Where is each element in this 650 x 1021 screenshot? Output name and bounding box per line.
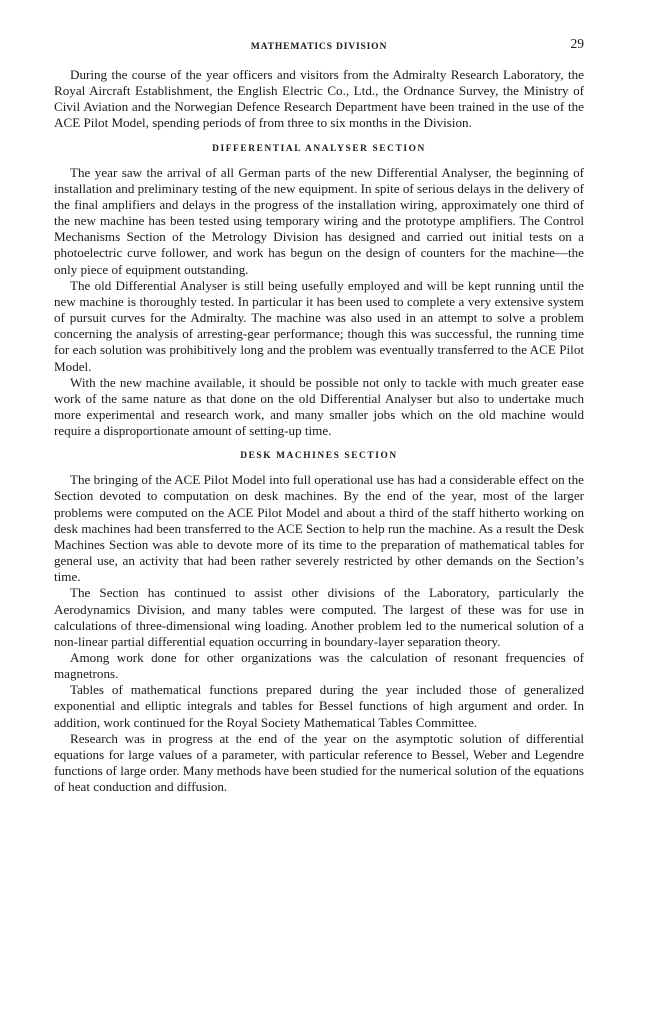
running-title: MATHEMATICS DIVISION [250,41,388,52]
intro-section [54,67,584,132]
document-page [54,36,584,795]
paragraph: Among work done for other organizations was the calculation of resonant frequencies of magnetrons. [54,650,584,682]
paragraph: With the new machine available, it should be possible not only to tackle with much greater ease work of the same nature as that done on the old Differential Analyser but also to undertake much more experimental and research work, and many smaller jobs which on the old machine would require a disproportionate amount of setting-up time. [54,374,584,439]
paragraph: During the course of the year officers and visitors from the Admiralty Research Laboratory, the Royal Aircraft Establishment, the English Electric Co., Ltd., the Ordnance Survey, the Ministry of Civil Aviation and the Norwegian Defence Research Department have been trained in the use of the ACE Pilot Model, spending periods of from three to six months in the Division. [54,67,584,131]
paragraph: The Section has continued to assist other divisions of the Laboratory, particularly the Aerodynamics Division, and many tables were computed. The largest of these was for use in calculations of three-dimensional wing loading. Another problem led to the numerical solution of a non-linear partial differential equation occurring in boundary-layer separation theory. [54,585,584,649]
section-heading: DESK MACHINES SECTION [240,451,398,462]
desk-machines-section [54,450,584,795]
paragraph: The old Differential Analyser is still being usefully employed and will be kept running until the new machine is thoroughly tested. In particular it has been used to complete a very extensive system of pursuit curves for the Admiralty. The machine was also used in an attempt to solve a problem concerning the analysis of arresting-gear performance; though this was successful, the running time for each solution was prohibitively long and the problem was eventually transferred to the ACE Pilot Model. [54,277,584,374]
paragraph: Research was in progress at the end of the year on the asymptotic solution of differential equations for large values of a parameter, with particular reference to Bessel, Weber and Legendre functions of large order. Many methods have been studied for the numerical solution of the equations of heat conduction and diffusion. [54,730,584,795]
running-header [54,36,584,54]
differential-analyser-section [54,143,584,440]
paragraph: The bringing of the ACE Pilot Model into full operational use has had a considerable effect on the Section devoted to computation on desk machines. By the end of the year, most of the larger problems were computed on the ACE Pilot Model and about a third of the staff hitherto working on desk machines had been transferred to the ACE Section to help run the machine. As a result the Desk Machines Section was able to devote more of its time to the preparation of mathematical tables for general use, an activity that had been rather severely restricted by other demands on the Section’s time. [54,472,584,585]
paragraph: Tables of mathematical functions prepared during the year included those of generalized exponential and elliptic integrals and tables for Bessel functions of high argument and order. In addition, work continued for the Royal Society Mathematical Tables Committee. [54,682,584,730]
section-heading: DIFFERENTIAL ANALYSER SECTION [212,143,426,154]
page-number: 29 [570,36,584,51]
paragraph: The year saw the arrival of all German parts of the new Differential Analyser, the beginning of installation and preliminary testing of the new equipment. In spite of serious delays in the delivery of the final amplifiers and delays in the progress of the installation wiring, approximately one third of the new machine has been tested using temporary wiring and the prototype amplifiers. The Control Mechanisms Section of the Metrology Division has designed and carried out initial tests on a photoelectric curve follower, and work has begun on the design of counters for the machine—the only piece of equipment outstanding. [54,164,584,277]
